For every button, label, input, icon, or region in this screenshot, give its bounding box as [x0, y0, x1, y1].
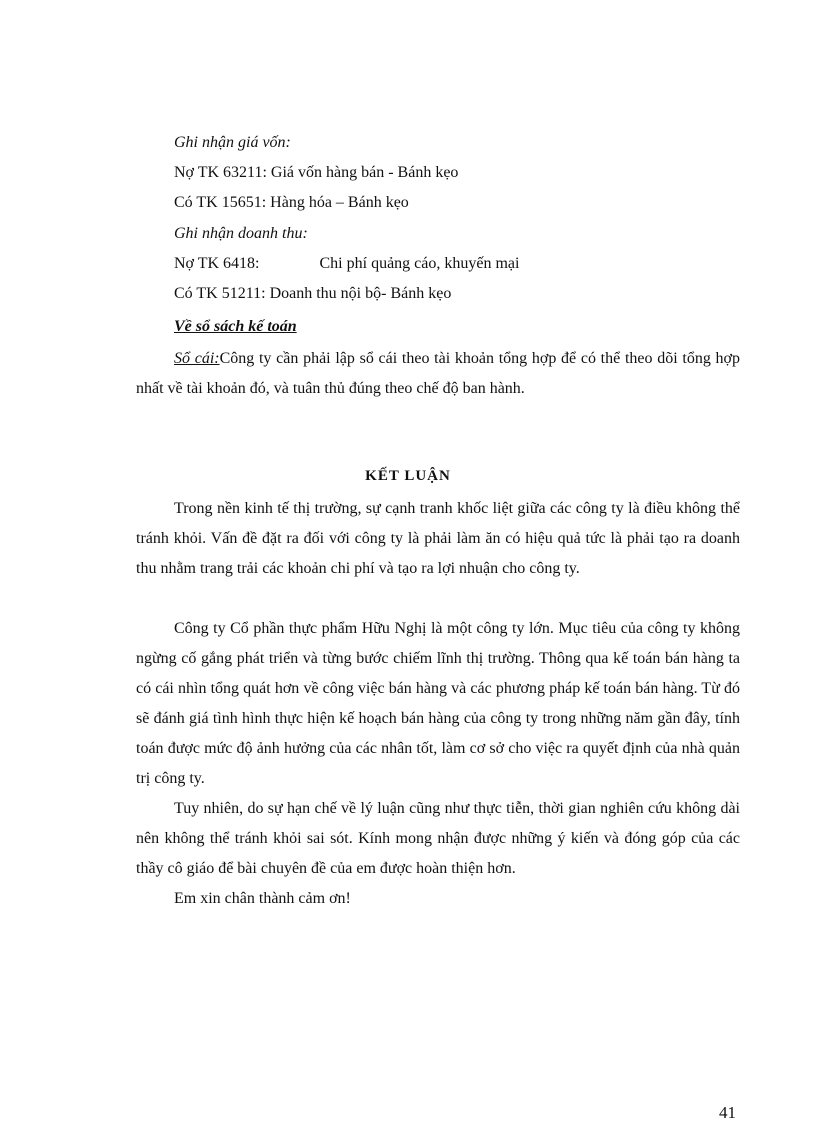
ledger-label: Sổ cái:: [174, 350, 220, 367]
revenue-debit-entry: [174, 254, 519, 274]
revenue-credit-entry: Có TK 51211: Doanh thu nội bộ- Bánh kẹo: [174, 285, 452, 302]
revenue-debit-account: Nợ TK 6418:: [174, 255, 260, 272]
ledger-text: Công ty cần phải lập sổ cái theo tài khoản tổng hợp để có thể theo dõi tổng hợp nhất về tài khoản đó, và tuân thủ đúng theo chế độ ban hành.: [136, 350, 741, 397]
conclusion-paragraph-2: Công ty Cổ phần thực phẩm Hữu Nghị là một công ty lớn. Mục tiêu của công ty không ngừng cố gắng phát triển và từng bước chiếm lĩnh thị trường. Thông qua kế toán bán hàng ta có cái nhìn tổng quát hơn về công việc bán hàng và các phương pháp kế toán bán hàng. Từ đó sẽ đánh giá tình hình thực hiện kế hoạch bán hàng của công ty trong những năm gần đây, tính toán được mức độ ảnh hưởng của các nhân tốt, làm cơ sở cho việc ra quyết định của nhà quản trị công ty.: [136, 620, 740, 787]
books-section-heading: Về sổ sách kế toán: [174, 318, 297, 335]
page-number: 41: [719, 1103, 736, 1122]
conclusion-paragraph-1: Trong nền kinh tế thị trường, sự cạnh tranh khốc liệt giữa các công ty là điều không thể tránh khỏi. Vấn đề đặt ra đối với công ty là phải làm ăn có hiệu quả tức là phải tạo ra doanh thu nhằm trang trải các khoản chi phí và tạo ra lợi nhuận cho công ty.: [136, 500, 740, 577]
cost-credit-entry: Có TK 15651: Hàng hóa – Bánh kẹo: [174, 194, 409, 211]
cost-debit-entry: Nợ TK 63211: Giá vốn hàng bán - Bánh kẹo: [174, 164, 459, 181]
ledger-paragraph: [136, 344, 740, 404]
cost-entry-heading: Ghi nhận giá vốn:: [174, 134, 291, 151]
conclusion-paragraph-3: Tuy nhiên, do sự hạn chế về lý luận cũng như thực tiễn, thời gian nghiên cứu không dài nên không thể tránh khỏi sai sót. Kính mong nhận được những ý kiến và đóng góp của các thầy cô giáo để bài chuyên đề của em được hoàn thiện hơn.: [136, 800, 740, 877]
conclusion-title: KẾT LUẬN: [365, 468, 451, 484]
revenue-debit-description: Chi phí quảng cáo, khuyến mại: [319, 255, 520, 272]
conclusion-paragraph-4: Em xin chân thành cảm ơn!: [174, 890, 351, 907]
revenue-entry-heading: Ghi nhận doanh thu:: [174, 225, 308, 242]
